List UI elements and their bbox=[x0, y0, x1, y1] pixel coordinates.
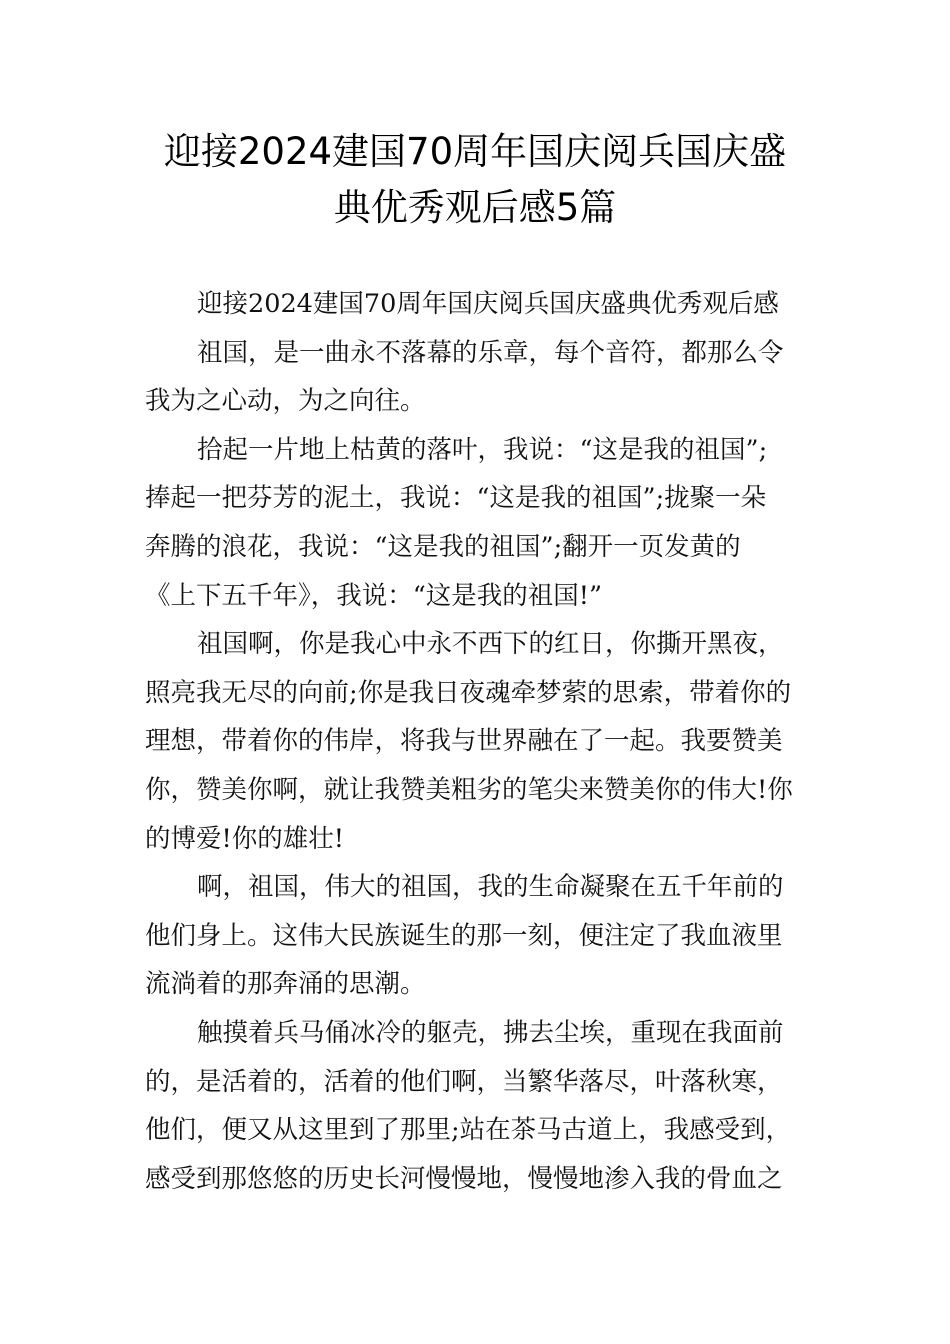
text-line: 感受到那悠悠的历史长河慢慢地，慢慢地渗入我的骨血之 bbox=[145, 1163, 783, 1194]
text-line: 祖国，是一曲永不落幕的乐章，每个音符，都那么令 bbox=[197, 337, 784, 368]
text-line: 啊，祖国，伟大的祖国，我的生命凝聚在五千年前的 bbox=[197, 872, 784, 903]
title-line: 迎接2024建国70周年国庆阅兵国庆盛 bbox=[163, 130, 787, 173]
text-line: 《上下五千年》，我说：“这是我的祖国!” bbox=[145, 580, 603, 611]
paragraph bbox=[145, 1009, 810, 1203]
text-line: 迎接2024建国70周年国庆阅兵国庆盛典优秀观后感 bbox=[197, 289, 779, 319]
paragraph bbox=[145, 620, 810, 863]
document-body bbox=[145, 280, 810, 1203]
paragraph bbox=[145, 863, 810, 1009]
text-line: 的，是活着的，活着的他们啊，当繁华落尽，叶落秋寒， bbox=[145, 1066, 783, 1097]
text-line: 的博爱!你的雄壮! bbox=[145, 823, 344, 854]
paragraph bbox=[145, 426, 810, 620]
title-line: 典优秀观后感5篇 bbox=[333, 186, 617, 229]
text-line: 你，赞美你啊，就让我赞美粗劣的笔尖来赞美你的伟大!你 bbox=[145, 774, 793, 805]
text-line: 奔腾的浪花，我说：“这是我的祖国”;翻开一页发黄的 bbox=[145, 531, 741, 562]
text-line: 流淌着的那奔涌的思潮。 bbox=[145, 969, 426, 1000]
text-line: 祖国啊，你是我心中永不西下的红日，你撕开黑夜， bbox=[197, 629, 784, 660]
text-line: 照亮我无尽的向前;你是我日夜魂牵梦萦的思索，带着你的 bbox=[145, 677, 792, 708]
text-line: 触摸着兵马俑冰冷的躯壳，拂去尘埃，重现在我面前 bbox=[197, 1017, 784, 1048]
paragraph-subtitle bbox=[145, 280, 810, 329]
text-line: 我为之心动，为之向往。 bbox=[145, 386, 426, 417]
text-line: 他们，便又从这里到了那里;站在茶马古道上，我感受到， bbox=[145, 1115, 792, 1146]
text-line: 理想，带着你的伟岸，将我与世界融在了一起。我要赞美 bbox=[145, 726, 783, 757]
document-title bbox=[130, 124, 820, 236]
text-line: 他们身上。这伟大民族诞生的那一刻，便注定了我血液里 bbox=[145, 920, 783, 951]
paragraph bbox=[145, 329, 810, 426]
text-line: 捧起一把芬芳的泥土，我说：“这是我的祖国”;拢聚一朵 bbox=[145, 483, 767, 514]
text-line: 拾起一片地上枯黄的落叶，我说：“这是我的祖国”; bbox=[197, 434, 768, 465]
